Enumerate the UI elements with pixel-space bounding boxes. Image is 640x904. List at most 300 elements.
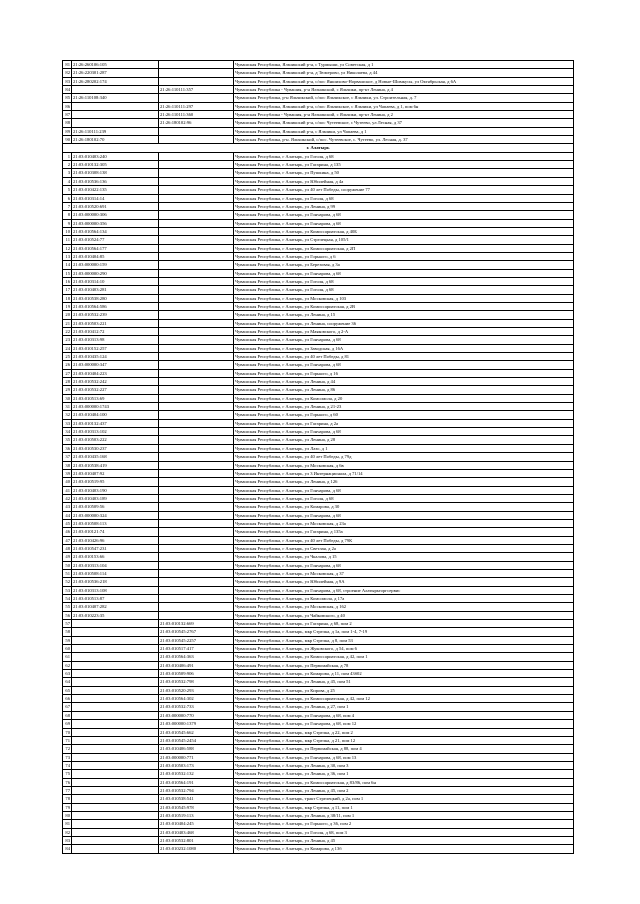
address: Чувашская Республика, г Алатырь, ул Стрелецкая, д 105/1 bbox=[234, 236, 574, 244]
cadastral-number-land bbox=[72, 828, 159, 836]
cadastral-number-premises bbox=[159, 511, 234, 519]
address: Чувашская Республика, г Алатырь, ул Ленина, д 86 bbox=[234, 386, 574, 394]
cadastral-number-premises: 21:03:010403:468 bbox=[159, 828, 234, 836]
cadastral-number-premises bbox=[159, 61, 234, 69]
cadastral-number-land: 21:03:010313:102 bbox=[72, 428, 159, 436]
row-number: 37 bbox=[63, 453, 72, 461]
table-row bbox=[63, 69, 574, 77]
cadastral-number-premises: 21:26:110111:297 bbox=[159, 102, 234, 110]
cadastral-number-land: 21:26:110111:239 bbox=[72, 127, 159, 135]
address: Чувашская Республика, г Алатырь, ул Гагарина, д 2а bbox=[234, 419, 574, 427]
row-number: 61 bbox=[63, 653, 72, 661]
cadastral-number-premises: 21:03:010532:794 bbox=[159, 786, 234, 794]
table-row bbox=[63, 94, 574, 102]
cadastral-number-land: 21:03:010509:56 bbox=[72, 503, 159, 511]
cadastral-number-land: 21:03:010403:281 bbox=[72, 286, 159, 294]
table-row bbox=[63, 369, 574, 377]
cadastral-number-land: 21:03:010538:419 bbox=[72, 461, 159, 469]
cadastral-number-land bbox=[72, 836, 159, 844]
table-row bbox=[63, 820, 574, 828]
row-number: 8 bbox=[63, 211, 72, 219]
cadastral-number-land bbox=[72, 770, 159, 778]
cadastral-number-premises bbox=[159, 603, 234, 611]
cadastral-number-land: 21:03:000000:347 bbox=[72, 361, 159, 369]
cadastral-number-premises bbox=[159, 428, 234, 436]
address: Чувашская Республика, г Алатырь, ул Комиссариатская, д 2В bbox=[234, 302, 574, 310]
cadastral-number-premises bbox=[159, 211, 234, 219]
cadastral-number-premises: 21:03:010517:417 bbox=[159, 645, 234, 653]
cadastral-number-land bbox=[72, 620, 159, 628]
table-row bbox=[63, 620, 574, 628]
table-row bbox=[63, 219, 574, 227]
address: Чувашская Республика, г Алатырь, ул Гоголя, д 68 bbox=[234, 286, 574, 294]
address: Чувашская Республика, г Алатырь, ул Первомайская, д 78 bbox=[234, 661, 574, 669]
row-number: 32 bbox=[63, 411, 72, 419]
cadastral-number-land: 21:03:010403:240 bbox=[72, 152, 159, 160]
cadastral-number-premises: 21:03:010545:2257 bbox=[159, 636, 234, 644]
row-number: 84 bbox=[63, 845, 72, 853]
cadastral-number-premises bbox=[159, 136, 234, 144]
cadastral-number-land bbox=[72, 786, 159, 794]
table-row bbox=[63, 277, 574, 285]
address: Чувашская Республика, г Алатырь, ул Гончарова, д 68 bbox=[234, 561, 574, 569]
cadastral-number-land: 21:03:010313:108 bbox=[72, 586, 159, 594]
cadastral-number-land: 21:03:010121:74 bbox=[72, 528, 159, 536]
address: Чувашская Республика, г Алатырь, мкр Стрелка, д 11, пом 1 bbox=[234, 803, 574, 811]
row-number: 56 bbox=[63, 611, 72, 619]
cadastral-number-land: 21:03:010132:437 bbox=[72, 419, 159, 427]
table-row bbox=[63, 486, 574, 494]
cadastral-number-premises bbox=[159, 553, 234, 561]
cadastral-number-land: 21:03:010547:231 bbox=[72, 544, 159, 552]
address: Чувашская Республика, г Алатырь, ул Гончарова, д 68, пом 4 bbox=[234, 711, 574, 719]
table-row bbox=[63, 444, 574, 452]
address: Чувашская Республика, г Алатырь, ул Светлая, д 2а bbox=[234, 544, 574, 552]
cadastral-number-land: 21:26:280202:174 bbox=[72, 77, 159, 85]
row-number: 33 bbox=[63, 419, 72, 427]
cadastral-number-land: 21:03:000000:324 bbox=[72, 511, 159, 519]
cadastral-number-premises: 21:03:010232:1080 bbox=[159, 845, 234, 853]
cadastral-number-land bbox=[72, 745, 159, 753]
cadastral-number-land: 21:03:010404:223 bbox=[72, 369, 159, 377]
table-row bbox=[63, 628, 574, 636]
address: Чувашская Республика, г Алатырь, ул Гоголя, д 68 bbox=[234, 277, 574, 285]
cadastral-number-premises bbox=[159, 244, 234, 252]
address: Чувашская Республика, г Алатырь, ул Московская, д 23а bbox=[234, 519, 574, 527]
address: Чувашская Республика, Яльчикский р-н, с Яльчики, ул Чапаева, д 1 bbox=[234, 127, 574, 135]
table-row bbox=[63, 595, 574, 603]
cadastral-number-premises: 21:03:010564:363 bbox=[159, 653, 234, 661]
address: Чувашская Республика - Чувашия, р-н Яльчикский, с Яльчики, пр-кт Ленина, д 4 bbox=[234, 86, 574, 94]
table-row bbox=[63, 703, 574, 711]
address: Чувашская Республика, г Алатырь, ул Чайковского, д 40 bbox=[234, 611, 574, 619]
cadastral-number-land: 21:03:000000:159 bbox=[72, 261, 159, 269]
row-number: 43 bbox=[63, 503, 72, 511]
address: Чувашская Республика, г Алатырь, ул 40 лет Победы, сооружение 77 bbox=[234, 186, 574, 194]
cadastral-number-land: 21:26:180102:70 bbox=[72, 136, 159, 144]
row-number: 4 bbox=[63, 177, 72, 185]
row-number: 73 bbox=[63, 753, 72, 761]
row-number: 26 bbox=[63, 361, 72, 369]
table-row bbox=[63, 186, 574, 194]
row-number: 14 bbox=[63, 261, 72, 269]
cadastral-number-premises bbox=[159, 127, 234, 135]
table-row bbox=[63, 845, 574, 853]
cadastral-number-premises bbox=[159, 311, 234, 319]
cadastral-number-land: 21:26:110108:340 bbox=[72, 94, 159, 102]
row-number: 46 bbox=[63, 528, 72, 536]
cadastral-number-premises bbox=[159, 519, 234, 527]
cadastral-number-premises: 21:03:010503:173 bbox=[159, 761, 234, 769]
row-number: 15 bbox=[63, 269, 72, 277]
address: Чувашская Республика, г Алатырь, ул Гончарова, д 68 bbox=[234, 336, 574, 344]
address: Чувашская Республика, г Алатырь, ул Ленина, д 126 bbox=[234, 478, 574, 486]
cadastral-number-land bbox=[72, 720, 159, 728]
cadastral-number-land bbox=[72, 761, 159, 769]
address: Чувашская Республика, г Алатырь, ул Ленина, д 45 bbox=[234, 836, 574, 844]
address: Чувашская Республика, г Алатырь, ул 3 Интернационала, д 71/14 bbox=[234, 469, 574, 477]
table-row bbox=[63, 528, 574, 536]
row-number: 64 bbox=[63, 678, 72, 686]
address: Чувашская Республика, г Алатырь, мкр Стрелка, д 1а, пом 1-4, 7-19 bbox=[234, 628, 574, 636]
address: Чувашская Республика, г Алатырь, ул 40 лет Победы, д 79д bbox=[234, 453, 574, 461]
table-row bbox=[63, 503, 574, 511]
cadastral-number-land bbox=[72, 636, 159, 644]
table-row bbox=[63, 127, 574, 135]
cadastral-number-land bbox=[72, 803, 159, 811]
table-row bbox=[63, 394, 574, 402]
cadastral-number-premises bbox=[159, 469, 234, 477]
cadastral-number-land: 21:03:010404:100 bbox=[72, 411, 159, 419]
cadastral-number-premises bbox=[159, 227, 234, 235]
address: Чувашская Республика, г Алатырь, ул Ленина, д 99 bbox=[234, 202, 574, 210]
row-number: 66 bbox=[63, 695, 72, 703]
row-number: 58 bbox=[63, 628, 72, 636]
cadastral-number-land bbox=[72, 686, 159, 694]
table-body-alatyr bbox=[63, 152, 574, 853]
row-number: 87 bbox=[63, 111, 72, 119]
table-row bbox=[63, 194, 574, 202]
row-number: 16 bbox=[63, 277, 72, 285]
row-number: 86 bbox=[63, 102, 72, 110]
row-number: 13 bbox=[63, 252, 72, 260]
table-row bbox=[63, 786, 574, 794]
row-number: 27 bbox=[63, 369, 72, 377]
cadastral-number-land bbox=[72, 845, 159, 853]
table-row bbox=[63, 211, 574, 219]
cadastral-number-land bbox=[72, 628, 159, 636]
address: Чувашская Республика, г Алатырь, ул Московская, д 162 bbox=[234, 603, 574, 611]
cadastral-number-premises bbox=[159, 302, 234, 310]
table-row bbox=[63, 661, 574, 669]
cadastral-number-land bbox=[72, 820, 159, 828]
address: Чувашская Республика, г Алатырь, ул Юбилейная, д 4а bbox=[234, 177, 574, 185]
address: Чувашская Республика, р-н Яльчикский, с/пос Яльчикское, с Яльчики, ул. Строительная, д. 7 bbox=[234, 94, 574, 102]
table-row bbox=[63, 811, 574, 819]
row-number: 12 bbox=[63, 244, 72, 252]
cadastral-number-land: 21:03:010503:221 bbox=[72, 319, 159, 327]
cadastral-number-land: 21:03:000000:306 bbox=[72, 211, 159, 219]
address: Чувашская Республика, г Алатырь, ул Комиссариатская, д 42, пом 1 bbox=[234, 653, 574, 661]
row-number: 29 bbox=[63, 386, 72, 394]
row-number: 68 bbox=[63, 711, 72, 719]
table-row bbox=[63, 511, 574, 519]
table-row bbox=[63, 695, 574, 703]
cadastral-number-premises: 21:03:010564:191 bbox=[159, 778, 234, 786]
address: Чувашская Республика, г Алатырь, ул Гончарова, д 68, пом 12 bbox=[234, 720, 574, 728]
cadastral-number-premises bbox=[159, 319, 234, 327]
address: Чувашская Республика, г Алатырь, мкр Стрелка, д 22, пом 2 bbox=[234, 728, 574, 736]
cadastral-number-land: 21:03:000000:1743 bbox=[72, 403, 159, 411]
address: Чувашская Республика, г Алатырь, ул Ленина, д 45, пом 51 bbox=[234, 678, 574, 686]
cadastral-number-premises bbox=[159, 194, 234, 202]
cadastral-number-land: 21:03:010132:305 bbox=[72, 161, 159, 169]
address: Чувашская Республика, г Алатырь, ул Ленина, д 44 bbox=[234, 378, 574, 386]
cadastral-number-land: 21:03:010538:280 bbox=[72, 294, 159, 302]
cadastral-number-premises bbox=[159, 202, 234, 210]
section-header-row bbox=[63, 144, 574, 152]
table-row bbox=[63, 161, 574, 169]
address: Чувашская Республика, г Алатырь, ул Московская, д 103 bbox=[234, 294, 574, 302]
row-number: 63 bbox=[63, 670, 72, 678]
cadastral-number-premises bbox=[159, 328, 234, 336]
cadastral-number-premises: 21:03:000000:771 bbox=[159, 753, 234, 761]
address: Чувашская Республика, г Алатырь, ул Комарова, д 11, пом 43б02 bbox=[234, 670, 574, 678]
table-body-yalchiki bbox=[63, 61, 574, 144]
table-row bbox=[63, 686, 574, 694]
cadastral-number-premises bbox=[159, 294, 234, 302]
table-row bbox=[63, 636, 574, 644]
row-number: 17 bbox=[63, 286, 72, 294]
row-number: 38 bbox=[63, 461, 72, 469]
address: Чувашская Республика, г Алатырь, ул Комиссариатская, д 83/86, пом 6н bbox=[234, 778, 574, 786]
cadastral-number-land: 21:03:010314:14 bbox=[72, 194, 159, 202]
cadastral-number-premises bbox=[159, 419, 234, 427]
address: Чувашская Республика, г Алатырь, ул Ленина, д 45, пом 2 bbox=[234, 786, 574, 794]
cadastral-number-premises: 21:03:010132:669 bbox=[159, 620, 234, 628]
address: Чувашская Республика, Яльчикский р-н, д Тюмерово, ул Николаева, д 44 bbox=[234, 69, 574, 77]
table-row bbox=[63, 578, 574, 586]
cadastral-number-land: 21:03:010422:135 bbox=[72, 186, 159, 194]
address: Чувашская Республика, г Алатырь, ул Ленина, д 15 bbox=[234, 311, 574, 319]
cadastral-number-premises: 21:03:010545:2767 bbox=[159, 628, 234, 636]
row-number: 82 bbox=[63, 828, 72, 836]
row-number: 77 bbox=[63, 786, 72, 794]
address: Чувашская Республика, г Алатырь, ул Гончарова, д 68 bbox=[234, 269, 574, 277]
table-row bbox=[63, 152, 574, 160]
row-number: 83 bbox=[63, 836, 72, 844]
table-row bbox=[63, 328, 574, 336]
row-number: 50 bbox=[63, 561, 72, 569]
cadastral-number-premises bbox=[159, 411, 234, 419]
address: Чувашская Республика, г Алатырь, ул Гончарова, д 68, пом 13 bbox=[234, 753, 574, 761]
cadastral-number-land: 21:03:010530:237 bbox=[72, 444, 159, 452]
cadastral-number-premises: 21:03:010532:798 bbox=[159, 678, 234, 686]
cadastral-number-land: 21:03:010513:69 bbox=[72, 394, 159, 402]
row-number: 22 bbox=[63, 328, 72, 336]
table-row bbox=[63, 453, 574, 461]
row-number: 31 bbox=[63, 403, 72, 411]
cadastral-number-premises bbox=[159, 478, 234, 486]
table-row bbox=[63, 645, 574, 653]
address: Чувашская Республика, г Алатырь, ул Гончарова, д 68 bbox=[234, 486, 574, 494]
cadastral-number-premises bbox=[159, 353, 234, 361]
table-row bbox=[63, 544, 574, 552]
table-row bbox=[63, 294, 574, 302]
row-number: 45 bbox=[63, 519, 72, 527]
section-title: г. Алатырь bbox=[63, 144, 574, 152]
address: Чувашская Республика, г Алатырь, ул Горького, д 6 bbox=[234, 252, 574, 260]
address: Чувашская Республика, г Алатырь, ул Первомайская, д 88, пом 4 bbox=[234, 745, 574, 753]
row-number: 40 bbox=[63, 478, 72, 486]
row-number: 74 bbox=[63, 761, 72, 769]
table-row bbox=[63, 536, 574, 544]
address: Чувашская Республика, г Алатырь, ул Пушкина, д 50 bbox=[234, 169, 574, 177]
address: Чувашская Республика, г Алатырь, ул Чкалова, д 15 bbox=[234, 553, 574, 561]
cadastral-number-land: 21:03:010513:87 bbox=[72, 595, 159, 603]
cadastral-number-land: 21:26:260106:105 bbox=[72, 61, 159, 69]
document-page bbox=[62, 60, 573, 854]
table-row bbox=[63, 761, 574, 769]
cadastral-number-land bbox=[72, 86, 159, 94]
address: Чувашская Республика, г Алатырь, тракт Стрелецкий, д 2а, пом 1 bbox=[234, 795, 574, 803]
cadastral-number-land: 21:03:010407:92 bbox=[72, 469, 159, 477]
cadastral-number-premises bbox=[159, 494, 234, 502]
property-table bbox=[62, 60, 574, 854]
cadastral-number-premises bbox=[159, 461, 234, 469]
cadastral-number-land bbox=[72, 728, 159, 736]
table-row bbox=[63, 169, 574, 177]
cadastral-number-land: 21:03:010313:98 bbox=[72, 336, 159, 344]
address: Чувашская Республика, г Алатырь, ул Гончарова, д 68, строение Алатырьторгсервис bbox=[234, 586, 574, 594]
cadastral-number-land: 21:03:010407:282 bbox=[72, 603, 159, 611]
table-row bbox=[63, 227, 574, 235]
table-row bbox=[63, 461, 574, 469]
table-row bbox=[63, 553, 574, 561]
row-number: 48 bbox=[63, 544, 72, 552]
row-number: 19 bbox=[63, 302, 72, 310]
row-number: 81 bbox=[63, 61, 72, 69]
cadastral-number-premises bbox=[159, 252, 234, 260]
cadastral-number-premises bbox=[159, 344, 234, 352]
cadastral-number-land bbox=[72, 111, 159, 119]
table-row bbox=[63, 361, 574, 369]
address: Чувашская Республика, г Алатырь, ул Ленина, д 36, пом 1 bbox=[234, 770, 574, 778]
address: Чувашская Республика, г Алатырь, ул Гагарина, д 68, пом 2 bbox=[234, 620, 574, 628]
address: Чувашская Республика, г Алатырь, ул Московская, д 37 bbox=[234, 569, 574, 577]
table-row bbox=[63, 378, 574, 386]
cadastral-number-premises bbox=[159, 69, 234, 77]
address: Чувашская Республика, г Алатырь, ул Горького, д 36, пом 2 bbox=[234, 820, 574, 828]
cadastral-number-premises bbox=[159, 394, 234, 402]
cadastral-number-land: 21:03:010435:168 bbox=[72, 453, 159, 461]
address: Чувашская Республика, г Алатырь, ул Гончарова, д 68 bbox=[234, 511, 574, 519]
cadastral-number-land bbox=[72, 703, 159, 711]
row-number: 54 bbox=[63, 595, 72, 603]
cadastral-number-land: 21:03:010426:96 bbox=[72, 536, 159, 544]
cadastral-number-premises: 21:03:010532:733 bbox=[159, 703, 234, 711]
table-row bbox=[63, 336, 574, 344]
table-row bbox=[63, 795, 574, 803]
cadastral-number-premises: 21:26:110111:357 bbox=[159, 86, 234, 94]
row-number: 75 bbox=[63, 770, 72, 778]
cadastral-number-land: 21:03:010564:586 bbox=[72, 302, 159, 310]
table-row bbox=[63, 828, 574, 836]
row-number: 59 bbox=[63, 636, 72, 644]
table-row bbox=[63, 102, 574, 110]
cadastral-number-land bbox=[72, 711, 159, 719]
row-number: 88 bbox=[63, 119, 72, 127]
cadastral-number-premises: 21:03:010545:978 bbox=[159, 803, 234, 811]
table-row bbox=[63, 202, 574, 210]
row-number: 11 bbox=[63, 236, 72, 244]
row-number: 7 bbox=[63, 202, 72, 210]
table-row bbox=[63, 469, 574, 477]
row-number: 6 bbox=[63, 194, 72, 202]
address: Чувашская Республика, г Алатырь, ул Комарова, д 13б bbox=[234, 845, 574, 853]
address: Чувашская Республика, г Алатырь, ул Гоголя, д 68, пом 3 bbox=[234, 828, 574, 836]
table-row bbox=[63, 436, 574, 444]
address: Чувашская Республика, г Алатырь, ул Горького, д 60 bbox=[234, 411, 574, 419]
address: Чувашская Республика, г Алатырь, ул Жуковского, д 54, пом 6 bbox=[234, 645, 574, 653]
cadastral-number-premises: 21:03:000000:1379 bbox=[159, 720, 234, 728]
table-row bbox=[63, 478, 574, 486]
cadastral-number-land: 21:03:010153:66 bbox=[72, 553, 159, 561]
table-row bbox=[63, 670, 574, 678]
address: Чувашская Республика, р-н. Яльчикский, с/пос. Чутеевское, с. Чутеево, ул. Лесная, д. 37 bbox=[234, 136, 574, 144]
cadastral-number-premises bbox=[159, 186, 234, 194]
address: Чувашская Республика, Яльчикский р-н, с/пос Чутеевское, с Чутеево, ул Лесная, д 37 bbox=[234, 119, 574, 127]
row-number: 79 bbox=[63, 803, 72, 811]
table-row bbox=[63, 344, 574, 352]
row-number: 41 bbox=[63, 486, 72, 494]
table-row bbox=[63, 770, 574, 778]
cadastral-number-land bbox=[72, 678, 159, 686]
table-row bbox=[63, 411, 574, 419]
address: Чувашская Республика, Яльчикский р-н, с/пос Яншихово-Норвашское, д Новые-Шимкусы, ул Октябрьская, д 6А bbox=[234, 77, 574, 85]
address: Чувашская Республика, г Алатырь, ул Гончарова, д 68 bbox=[234, 211, 574, 219]
cadastral-number-premises: 21:03:010564:302 bbox=[159, 695, 234, 703]
address: Чувашская Республика, г Алатырь, ул Комиссариатская, д 2П bbox=[234, 244, 574, 252]
row-number: 67 bbox=[63, 703, 72, 711]
table-section bbox=[63, 144, 574, 152]
table-row bbox=[63, 353, 574, 361]
row-number: 1 bbox=[63, 152, 72, 160]
address: Чувашская Республика, г Алатырь, ул Ленина, сооружение 36 bbox=[234, 319, 574, 327]
table-row bbox=[63, 419, 574, 427]
cadastral-number-premises bbox=[159, 177, 234, 185]
table-row bbox=[63, 252, 574, 260]
cadastral-number-premises bbox=[159, 94, 234, 102]
cadastral-number-land: 21:03:010532:242 bbox=[72, 378, 159, 386]
table-row bbox=[63, 319, 574, 327]
table-row bbox=[63, 61, 574, 69]
cadastral-number-premises: 21:26:110111:360 bbox=[159, 111, 234, 119]
cadastral-number-premises bbox=[159, 444, 234, 452]
cadastral-number-land: 21:03:010564:134 bbox=[72, 227, 159, 235]
cadastral-number-land: 21:03:010403:190 bbox=[72, 486, 159, 494]
cadastral-number-premises bbox=[159, 436, 234, 444]
cadastral-number-land: 21:03:010520:691 bbox=[72, 202, 159, 210]
address: Чувашская Республика, г Алатырь, мкр Стрелка, д 8, пом 53 bbox=[234, 636, 574, 644]
cadastral-number-premises bbox=[159, 152, 234, 160]
cadastral-number-land bbox=[72, 695, 159, 703]
cadastral-number-land: 21:03:010223:35 bbox=[72, 611, 159, 619]
row-number: 20 bbox=[63, 311, 72, 319]
cadastral-number-premises bbox=[159, 236, 234, 244]
cadastral-number-land: 21:03:010152:257 bbox=[72, 344, 159, 352]
cadastral-number-land: 21:03:010503:222 bbox=[72, 436, 159, 444]
